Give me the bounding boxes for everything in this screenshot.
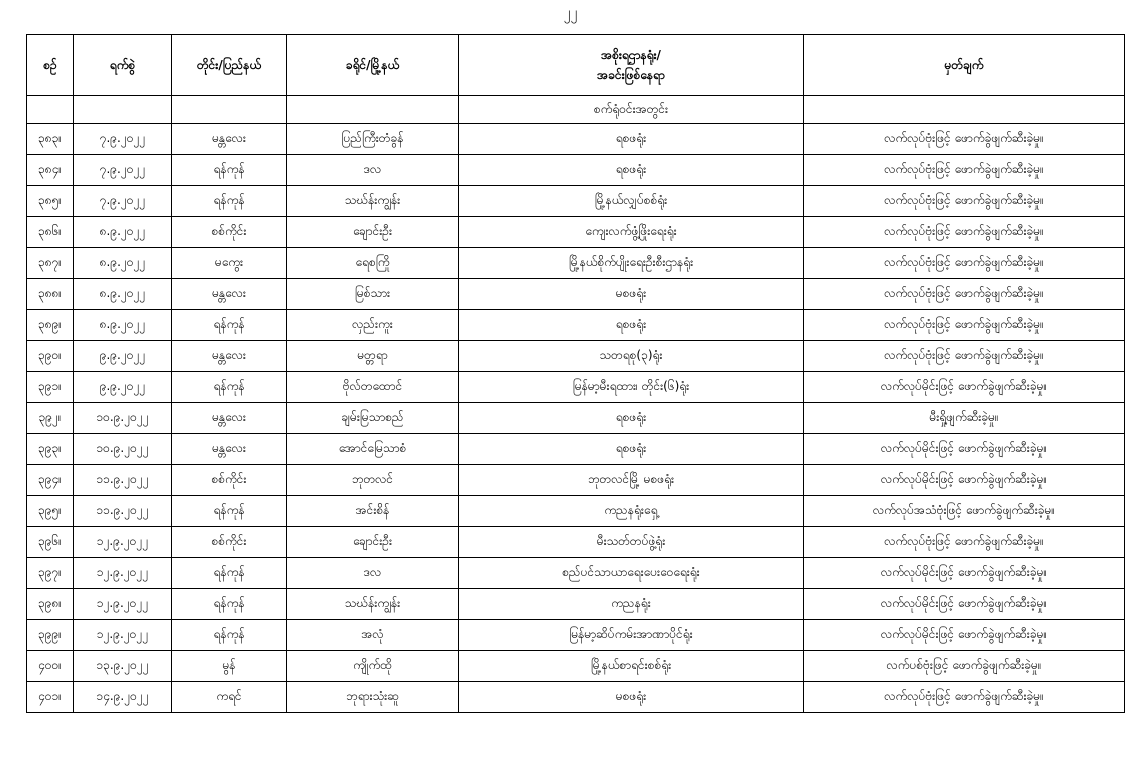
cell-township: သဃ်န်းကျွန်း: [287, 589, 459, 620]
cell-remarks: လက်လုပ်ဗုံးဖြင့် ဖောက်ခွဲဖျက်ဆီးခဲ့မှု။: [804, 310, 1125, 341]
cell-remarks: လက်လုပ်ဗုံးဖြင့် ဖောက်ခွဲဖျက်ဆီးခဲ့မှု။: [804, 155, 1125, 186]
cell-township: အောင်မြေသာစံ: [287, 434, 459, 465]
cell-remarks: လက်လုပ်ဗုံးဖြင့် ဖောက်ခွဲဖျက်ဆီးခဲ့မှု။: [804, 217, 1125, 248]
cell-region: ရန်ကုန်: [172, 620, 287, 651]
cell-no: ၃၉၉။: [27, 620, 74, 651]
section-empty-cell: [804, 96, 1125, 124]
cell-department: မစဖရုံး: [459, 279, 804, 310]
section-label: စက်ရုံဝင်းအတွင်း: [459, 96, 804, 124]
cell-region: စစ်ကိုင်း: [172, 217, 287, 248]
table-row: [27, 155, 1125, 186]
cell-no: ၃၉၈။: [27, 589, 74, 620]
table-row: [27, 341, 1125, 372]
table-row: [27, 310, 1125, 341]
cell-township: မတ္တရာ: [287, 341, 459, 372]
cell-remarks: လက်လုပ်မိုင်းဖြင့် ဖောက်ခွဲဖျက်ဆီးခဲ့မှု။: [804, 434, 1125, 465]
cell-no: ၃၉၀။: [27, 341, 74, 372]
cell-remarks: လက်လုပ်မိုင်းဖြင့် ဖောက်ခွဲဖျက်ဆီးခဲ့မှု။: [804, 620, 1125, 651]
cell-no: ၃၈၃။: [27, 124, 74, 155]
section-empty-cell: [287, 96, 459, 124]
cell-township: မြစ်သား: [287, 279, 459, 310]
header-department: [459, 35, 804, 96]
section-empty-cell: [172, 96, 287, 124]
cell-remarks: လက်လုပ်မိုင်းဖြင့် ဖောက်ခွဲဖျက်ဆီးခဲ့မှု။: [804, 465, 1125, 496]
section-empty-cell: [74, 96, 172, 124]
cell-remarks: လက်လုပ်ဗုံးဖြင့် ဖောက်ခွဲဖျက်ဆီးခဲ့မှု။: [804, 527, 1125, 558]
cell-region: မန္တလေး: [172, 341, 287, 372]
cell-remarks: လက်ပစ်ဗုံးဖြင့် ဖောက်ခွဲဖျက်ဆီးခဲ့မှု။: [804, 651, 1125, 682]
cell-remarks: လက်လုပ်ဗုံးဖြင့် ဖောက်ခွဲဖျက်ဆီးခဲ့မှု။: [804, 682, 1125, 713]
cell-department: ရစဖရုံး: [459, 155, 804, 186]
section-empty-cell: [27, 96, 74, 124]
cell-remarks: လက်လုပ်ဗုံးဖြင့် ဖောက်ခွဲဖျက်ဆီးခဲ့မှု။: [804, 279, 1125, 310]
cell-date: ၁၂.၉.၂၀၂၂: [74, 527, 172, 558]
header-no: စဉ်: [27, 35, 74, 96]
cell-region: မွန်: [172, 651, 287, 682]
table-row: [27, 248, 1125, 279]
cell-township: အင်းစိန်: [287, 496, 459, 527]
header-department-line1: အစိုးရဌာနရုံး/: [601, 48, 661, 62]
cell-region: ရန်ကုန်: [172, 155, 287, 186]
cell-remarks: လက်လုပ်ဗုံးဖြင့် ဖောက်ခွဲဖျက်ဆီးခဲ့မှု။: [804, 186, 1125, 217]
cell-region: ရန်ကုန်: [172, 558, 287, 589]
table-row: [27, 527, 1125, 558]
cell-township: ဘုရားသုံးဆူ: [287, 682, 459, 713]
cell-region: ရန်ကုန်: [172, 310, 287, 341]
page-number: ၂၂: [563, 5, 578, 21]
cell-region: မန္တလေး: [172, 403, 287, 434]
cell-township: ကျိုက်ထို: [287, 651, 459, 682]
cell-no: ၄၀၀။: [27, 651, 74, 682]
cell-remarks: မီးရှို့ဖျက်ဆီးခဲ့မှု။: [804, 403, 1125, 434]
cell-date: ၇.၉.၂၀၂၂: [74, 155, 172, 186]
cell-region: စစ်ကိုင်း: [172, 465, 287, 496]
cell-department: ကညနရုံး: [459, 589, 804, 620]
cell-date: ၁၀.၉.၂၀၂၂: [74, 403, 172, 434]
cell-department: မြန်မာ့ဆိပ်ကမ်းအာဏာပိုင်ရုံး: [459, 620, 804, 651]
table-row: [27, 682, 1125, 713]
cell-date: ၁၂.၉.၂၀၂၂: [74, 589, 172, 620]
cell-department: ရစဖရုံး: [459, 124, 804, 155]
cell-date: ၁၁.၉.၂၀၂၂: [74, 496, 172, 527]
cell-no: ၃၈၅။: [27, 186, 74, 217]
incident-table: [26, 34, 1125, 713]
cell-date: ၇.၉.၂၀၂၂: [74, 124, 172, 155]
cell-no: ၃၉၄။: [27, 465, 74, 496]
cell-remarks: လက်လုပ်ဗုံးဖြင့် ဖောက်ခွဲဖျက်ဆီးခဲ့မှု။: [804, 248, 1125, 279]
cell-department: မြန်မာ့မီးရထား၊ တိုင်း(၆)ရုံး: [459, 372, 804, 403]
cell-region: ရန်ကုန်: [172, 496, 287, 527]
cell-township: ပြည်ကြီးတံခွန်: [287, 124, 459, 155]
table-row: [27, 465, 1125, 496]
cell-department: ရစဖရုံး: [459, 310, 804, 341]
cell-department: စည်ပင်သာယာရေးပေးဝေရေးရုံး: [459, 558, 804, 589]
section-row: [27, 96, 1125, 124]
cell-department: မီးသတ်တပ်ဖွဲ့ရုံး: [459, 527, 804, 558]
cell-department: မြို့နယ်စာရင်းစစ်ရုံး: [459, 651, 804, 682]
cell-no: ၃၉၁။: [27, 372, 74, 403]
cell-date: ၈.၉.၂၀၂၂: [74, 310, 172, 341]
cell-no: ၃၉၇။: [27, 558, 74, 589]
table-row: [27, 620, 1125, 651]
cell-date: ၁၄.၉.၂၀၂၂: [74, 682, 172, 713]
header-remarks: မှတ်ချက်: [804, 35, 1125, 96]
cell-township: ဒလ: [287, 155, 459, 186]
cell-department: မြို့နယ်စိုက်ပျိုးရေးဦးစီးဌာနရုံး: [459, 248, 804, 279]
cell-remarks: လက်လုပ်မိုင်းဖြင့် ဖောက်ခွဲဖျက်ဆီးခဲ့မှု။: [804, 372, 1125, 403]
cell-region: ကရင်: [172, 682, 287, 713]
cell-no: ၃၉၆။: [27, 527, 74, 558]
cell-region: ရန်ကုန်: [172, 589, 287, 620]
table-row: [27, 589, 1125, 620]
table-row: [27, 651, 1125, 682]
table-row: [27, 279, 1125, 310]
cell-no: ၃၉၅။: [27, 496, 74, 527]
cell-region: ရန်ကုန်: [172, 372, 287, 403]
cell-township: ဒလ: [287, 558, 459, 589]
cell-township: ချောင်းဦး: [287, 527, 459, 558]
cell-department: ရစဖရုံး: [459, 403, 804, 434]
cell-date: ၉.၉.၂၀၂၂: [74, 341, 172, 372]
cell-township: ချမ်းမြသာစည်: [287, 403, 459, 434]
cell-remarks: လက်လုပ်ဗုံးဖြင့် ဖောက်ခွဲဖျက်ဆီးခဲ့မှု။: [804, 341, 1125, 372]
header-row: [27, 35, 1125, 96]
cell-remarks: လက်လုပ်မိုင်းဖြင့် ဖောက်ခွဲဖျက်ဆီးခဲ့မှု။: [804, 589, 1125, 620]
cell-date: ၈.၉.၂၀၂၂: [74, 279, 172, 310]
cell-township: ချောင်းဦး: [287, 217, 459, 248]
cell-no: ၃၈၈။: [27, 279, 74, 310]
cell-no: ၃၈၇။: [27, 248, 74, 279]
cell-date: ၁၀.၉.၂၀၂၂: [74, 434, 172, 465]
header-date: ရက်စွဲ: [74, 35, 172, 96]
table-row: [27, 124, 1125, 155]
table-row: [27, 217, 1125, 248]
cell-region: စစ်ကိုင်း: [172, 527, 287, 558]
cell-date: ၁၂.၉.၂၀၂၂: [74, 558, 172, 589]
cell-date: ၉.၉.၂၀၂၂: [74, 372, 172, 403]
table-row: [27, 558, 1125, 589]
cell-no: ၄၀၁။: [27, 682, 74, 713]
cell-region: ရန်ကုန်: [172, 186, 287, 217]
cell-region: မန္တလေး: [172, 279, 287, 310]
table-row: [27, 372, 1125, 403]
cell-no: ၃၈၉။: [27, 310, 74, 341]
cell-date: ၈.၉.၂၀၂၂: [74, 248, 172, 279]
cell-township: ဘုတလင်: [287, 465, 459, 496]
cell-township: လှည်းကူး: [287, 310, 459, 341]
cell-remarks: လက်လုပ်မိုင်းဖြင့် ဖောက်ခွဲဖျက်ဆီးခဲ့မှု။: [804, 558, 1125, 589]
cell-department: ရစဖရုံး: [459, 434, 804, 465]
header-township: ခရိုင်/မြို့နယ်: [287, 35, 459, 96]
cell-region: မကွေး: [172, 248, 287, 279]
header-region: တိုင်း/ပြည်နယ်: [172, 35, 287, 96]
cell-township: ဗိုလ်တထောင်: [287, 372, 459, 403]
cell-township: သဃ်န်းကျွန်း: [287, 186, 459, 217]
cell-date: ၁၁.၉.၂၀၂၂: [74, 465, 172, 496]
cell-date: ၁၃.၉.၂၀၂၂: [74, 651, 172, 682]
cell-remarks: လက်လုပ်အသံဗုံးဖြင့် ဖောက်ခွဲဖျက်ဆီးခဲ့မှု။: [804, 496, 1125, 527]
header-department-line2: အခင်းဖြစ်နေရာ: [597, 68, 665, 82]
cell-region: မန္တလေး: [172, 434, 287, 465]
cell-department: မြို့နယ်လျှပ်စစ်ရုံး: [459, 186, 804, 217]
table-row: [27, 403, 1125, 434]
cell-remarks: လက်လုပ်ဗုံးဖြင့် ဖောက်ခွဲဖျက်ဆီးခဲ့မှု။: [804, 124, 1125, 155]
cell-date: ၈.၉.၂၀၂၂: [74, 217, 172, 248]
cell-date: ၁၂.၉.၂၀၂၂: [74, 620, 172, 651]
cell-no: ၃၉၂။: [27, 403, 74, 434]
cell-department: ဘုတလင်မြို့ မစဖရုံး: [459, 465, 804, 496]
cell-no: ၃၈၄။: [27, 155, 74, 186]
table-row: [27, 434, 1125, 465]
cell-department: သတရစု(၃)ရုံး: [459, 341, 804, 372]
cell-department: ကျေးလက်ဖွံ့ဖြိုးရေးရုံး: [459, 217, 804, 248]
cell-date: ၇.၉.၂၀၂၂: [74, 186, 172, 217]
table-row: [27, 496, 1125, 527]
cell-department: ကညနရုံးရှေ့: [459, 496, 804, 527]
cell-township: အလုံ: [287, 620, 459, 651]
cell-township: ရေစကြို: [287, 248, 459, 279]
cell-no: ၃၈၆။: [27, 217, 74, 248]
cell-department: မစဖရုံး: [459, 682, 804, 713]
table-row: [27, 186, 1125, 217]
cell-no: ၃၉၃။: [27, 434, 74, 465]
cell-region: မန္တလေး: [172, 124, 287, 155]
